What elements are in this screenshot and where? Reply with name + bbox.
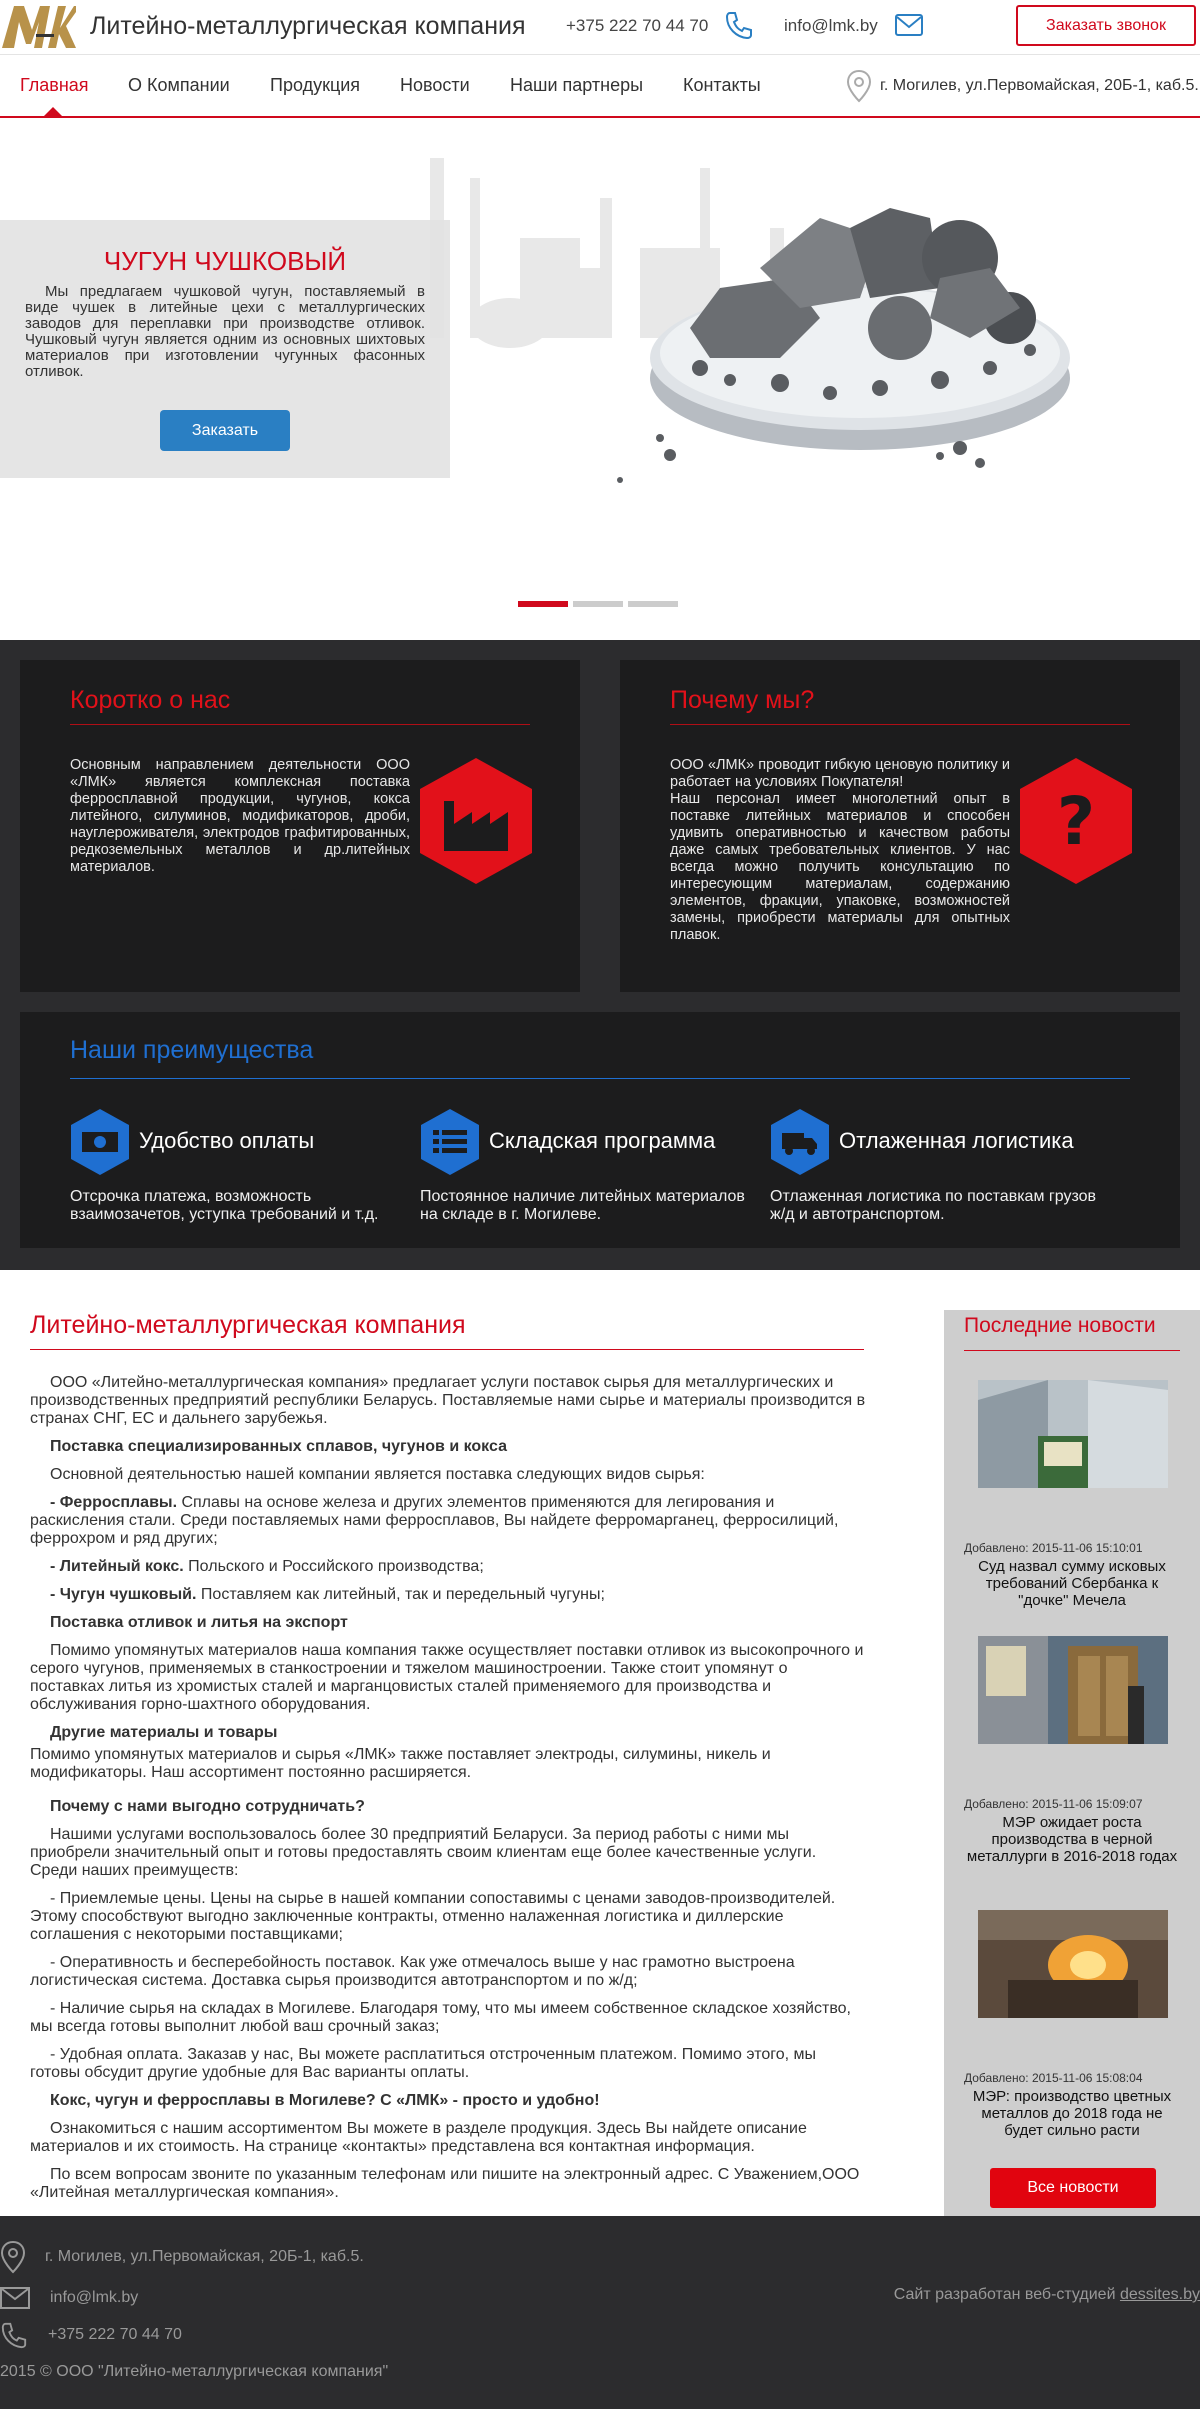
advantages-title: Наши преимущества <box>70 1036 314 1064</box>
intro-paragraph: ООО «Литейно-металлургическая компания» предлагает услуги поставок сырья для металлургических и производственных предприятий республики Беларусь. Поставляемые нами сырье и материалы производится в странах СНГ, ЕС и дальнего зарубежья. <box>30 1374 866 1427</box>
about-card <box>20 660 580 992</box>
news-date-1: Добавлено: 2015-11-06 15:10:01 <box>964 1541 1143 1555</box>
nav-item-news[interactable]: Новости <box>400 75 470 95</box>
news-title: Последние новости <box>964 1314 1156 1337</box>
about-text: Основным направлением деятельности ООО «ЛМК» является комплексная поставка ферросплавной продукции, чугунов, кокса литейного, силуминов, модификаторов, дроби, науглероживателя, электродов графитированных, редкоземельных металлов и др.литейных материалов. <box>70 757 410 875</box>
news-date-3: Добавлено: 2015-11-06 15:08:04 <box>964 2071 1143 2085</box>
prices-paragraph: - Приемлемые цены. Цены на сырье в нашей компании сопоставимы с ценами заводов-производителей. Этому способствуют выгодно заключенные контракты, отменно налаженная логистика и диллерские соглашения с некоторыми поставщиками; <box>30 1890 836 1943</box>
news-link-3[interactable]: МЭР: производство цветных металлов до 2018 года не будет сильно расти <box>972 2088 1172 2139</box>
heading-alloys: Поставка специализированных сплавов, чугунов и кокса <box>50 1438 507 1455</box>
hero-slider <box>0 118 1200 640</box>
news-rule <box>964 1350 1180 1351</box>
money-icon <box>70 1108 130 1176</box>
other-paragraph: Помимо упомянутых материалов и сырья «ЛМК» также поставляет электроды, силумины, никель и модификаторы. Наш ассортимент постоянно расширяется. <box>30 1746 771 1781</box>
slider-dot-2[interactable] <box>573 601 623 607</box>
footer <box>0 2216 1200 2409</box>
advantage-title-logistics: Отлаженная логистика <box>839 1128 1074 1153</box>
footer-phone[interactable]: +375 222 70 44 70 <box>48 2326 182 2343</box>
factory-icon <box>416 756 536 886</box>
heading-why-cooperate: Почему с нами выгодно сотрудничать? <box>50 1798 365 1815</box>
hero-text-panel <box>0 220 450 478</box>
header-address: г. Могилев, ул.Первомайская, 20Б-1, каб.5. <box>880 77 1199 94</box>
map-pin-icon <box>846 69 872 103</box>
advantage-title-payment: Удобство оплаты <box>139 1128 315 1153</box>
slider-dot-1[interactable] <box>518 601 568 607</box>
hero-title: ЧУГУН ЧУШКОВЫЙ <box>103 246 347 276</box>
ferroalloys-text: Сплавы на основе железа и других элементов применяются для легирования и раскисления стали. Среди поставляемых нами ферросплавов, Вы найдете ферромарганец, ферросилиций, феррохром и ряд других; <box>30 1494 839 1547</box>
callback-button[interactable]: Заказать звонок <box>1016 5 1196 46</box>
ferroalloys-paragraph <box>30 1494 866 1548</box>
footer-developer <box>894 2286 1200 2304</box>
question-icon <box>1016 756 1136 886</box>
svg-text:?: ? <box>1056 783 1096 860</box>
about-title: Коротко о нас <box>70 686 231 714</box>
payment-paragraph: - Удобная оплата. Заказав у нас, Вы можете расплатиться отстроченным платежом. Помимо этого, мы готовы обсудит другие удобные для Вас варианты оплаты. <box>30 2046 817 2081</box>
news-date-2: Добавлено: 2015-11-06 15:09:07 <box>964 1797 1143 1811</box>
list-icon <box>420 1108 480 1176</box>
warehouse-paragraph: - Наличие сырья на складах в Могилеве. Благодаря тому, что мы имеем собственное складское хозяйство, мы всегда готовы выполнит любой ваш срочный заказ; <box>30 2000 851 2035</box>
developer-prefix: Сайт разработан веб-студией <box>893 2286 1120 2303</box>
nav-item-products[interactable]: Продукция <box>270 75 361 95</box>
why-rule <box>670 724 1130 725</box>
pig-iron-text: Поставляем как литейный, так и передельный чугуны; <box>196 1586 605 1603</box>
nav-item-partners[interactable]: Наши партнеры <box>510 75 644 95</box>
advantage-title-warehouse: Складская программа <box>489 1128 716 1153</box>
nav-item-home[interactable]: Главная <box>20 75 89 95</box>
news-image-1[interactable] <box>978 1380 1168 1488</box>
main-activity-paragraph: Основной деятельностью нашей компании является поставка следующих видов сырья: <box>50 1466 705 1483</box>
footer-address: г. Могилев, ул.Первомайская, 20Б-1, каб.5. <box>45 2248 364 2265</box>
coke-label: - Литейный кокс. <box>50 1558 184 1575</box>
news-image-2[interactable] <box>978 1636 1168 1744</box>
slider-dot-3[interactable] <box>628 601 678 607</box>
advantage-text-payment: Отсрочка платежа, возможность взаимозачетов, уступка требований и т.д. <box>70 1188 379 1223</box>
developer-link[interactable]: dessites.by <box>1119 2286 1200 2303</box>
phone-icon <box>724 10 754 40</box>
footer-map-pin-icon <box>0 2240 26 2274</box>
assortment-paragraph: Ознакомиться с нашим ассортиментом Вы можете в разделе продукция. Здесь Вы найдете описание материалов и их стоимость. На странице «контакты» представлена вся контактная информация. <box>30 2120 807 2155</box>
cooperate-paragraph: Нашими услугами воспользовалось более 30 предприятий Беларуси. За период работы с ними мы приобрели значительный опыт и готовы предоставлять своим клиентам еще более качественные услуги. Среди наших преимуществ: <box>30 1826 817 1879</box>
why-text: ООО «ЛМК» проводит гибкую ценовую политику и работает на условиях Покупателя! Наш персонал имеет многолетний опыт в поставке литейных материалов и способен удивить оперативностью и качеством работы даже самых требовательных клиентов. У нас всегда можно получить консультацию по интересующим материалам, содержанию элементов, фракции, упаковке, возможностей замены, приобрести материалы для опытных плавок. <box>670 757 1010 943</box>
advantages-rule <box>70 1078 1130 1079</box>
company-name: Литейно-металлургическая компания <box>90 12 526 40</box>
main-title: Литейно-металлургическая компания <box>30 1311 466 1339</box>
order-button[interactable]: Заказать <box>160 410 290 451</box>
why-card <box>620 660 1180 992</box>
nav-item-contacts[interactable]: Контакты <box>683 75 761 95</box>
news-sidebar <box>944 1310 1200 2216</box>
heading-mogilev: Кокс, чугун и ферросплавы в Могилеве? С «ЛМК» - просто и удобно! <box>50 2092 600 2109</box>
truck-icon <box>770 1108 830 1176</box>
contacts-paragraph: По всем вопросам звоните по указанным телефонам или пишите на электронный адрес. С Уважением,ООО «Литейная металлургическая компания». <box>30 2166 860 2201</box>
delivery-paragraph: - Оперативность и бесперебойность поставок. Как уже отмечалось выше у нас грамотно выстроена логистическая система. Доставка сырья производится автотранспортом и по ж/д; <box>30 1954 795 1989</box>
ferroalloys-label: - Ферросплавы. <box>50 1494 178 1511</box>
coke-text: Польского и Российского производства; <box>183 1558 484 1575</box>
header-phone[interactable]: +375 222 70 44 70 <box>566 16 709 35</box>
top-bar <box>0 0 1200 54</box>
main-nav <box>0 54 1200 118</box>
advantages-card <box>20 1012 1180 1248</box>
company-logo[interactable] <box>2 4 76 48</box>
why-title: Почему мы? <box>670 686 815 714</box>
coke-paragraph <box>30 1558 866 1576</box>
active-nav-indicator <box>42 107 64 118</box>
footer-copyright: 2015 © ООО "Литейно-металлургическая компания" <box>0 2363 389 2380</box>
info-section <box>0 640 1200 1270</box>
header-email[interactable]: info@lmk.by <box>784 16 878 35</box>
pig-iron-label: - Чугун чушковый. <box>50 1586 197 1603</box>
main-rule <box>30 1349 864 1350</box>
about-rule <box>70 724 530 725</box>
heading-other: Другие материалы и товары <box>50 1724 278 1741</box>
advantage-text-warehouse: Постоянное наличие литейных материалов на складе в г. Могилеве. <box>420 1188 745 1223</box>
footer-phone-icon <box>0 2321 28 2349</box>
nav-item-about[interactable]: О Компании <box>128 75 230 95</box>
export-paragraph: Помимо упомянутых материалов наша компания также осуществляет поставки отливок из высокопрочного и серого чугунов, применяемых в станкостроении и тяжелом машиностроении. Также стоит упомянут о поставках литья из хромистых сталей и марганцовистых сталей применяемого для производства и обслуживания горно-шахтного оборудования. <box>30 1642 864 1713</box>
footer-email[interactable]: info@lmk.by <box>50 2289 139 2306</box>
footer-mail-icon <box>0 2286 30 2310</box>
news-link-1[interactable]: Суд назвал сумму исковых требований Сбербанка к "дочке" Мечела <box>978 1558 1166 1609</box>
all-news-button[interactable]: Все новости <box>990 2168 1156 2208</box>
heading-export: Поставка отливок и литья на экспорт <box>50 1614 348 1631</box>
advantage-text-logistics: Отлаженная логистика по поставкам грузов ж/д и автотранспортом. <box>770 1188 1097 1223</box>
news-link-2[interactable]: МЭР ожидает роста производства в черной металлурги в 2016-2018 годах <box>966 1814 1178 1865</box>
news-image-3[interactable] <box>978 1910 1168 2018</box>
hero-description: Мы предлагаем чушковой чугун, поставляемый в виде чушек в литейные цехи с металлургических заводов для переплавки при производстве отливок. Чушковый чугун является одним из основных шихтовых материалов при изготовлении чугунных фасонных отливок. <box>25 283 425 380</box>
pig-iron-paragraph <box>30 1586 866 1604</box>
mail-icon <box>894 12 924 38</box>
